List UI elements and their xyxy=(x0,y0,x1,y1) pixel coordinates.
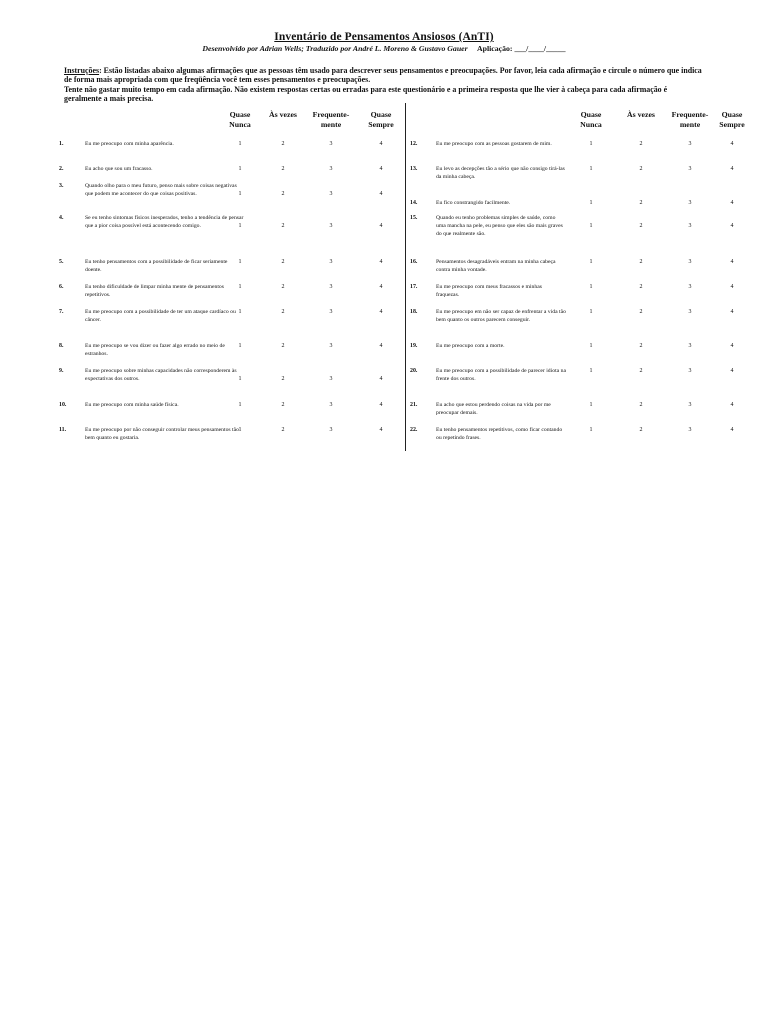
rating-option-4[interactable]: 4 xyxy=(379,223,383,229)
item-statement: Eu tenho pensamentos com a possibilidade de ficar seriamente doente. xyxy=(85,259,228,274)
rating-option-1[interactable]: 1 xyxy=(238,343,242,349)
item-statement: Eu me preocupo se vou dizer ou fazer algo errado no meio de estranhos. xyxy=(85,343,225,358)
rating-option-1[interactable]: 1 xyxy=(589,427,593,433)
item-statement: Eu me preocupo com a possibilidade de ter um ataque cardíaco ou câncer. xyxy=(85,309,236,324)
rating-option-4[interactable]: 4 xyxy=(379,427,383,433)
scale-header-right-4: Quase Sempre xyxy=(719,110,745,129)
rating-option-1[interactable]: 1 xyxy=(238,191,242,197)
instructions-text-1: : Estão listadas abaixo algumas afirmações que as pessoas têm usado para descrever seus pensamentos e preocupações. Por favor, leia cada afirmação e circule o número que indica de forma mais apropriada com que freqüência você tem esses pensamentos e preocupações. xyxy=(64,66,702,85)
rating-option-2[interactable]: 2 xyxy=(281,343,285,349)
rating-option-2[interactable]: 2 xyxy=(281,284,285,290)
rating-option-3[interactable]: 3 xyxy=(329,141,333,147)
scale-header-left-4: Quase Sempre xyxy=(368,110,394,129)
application-date-field[interactable]: Aplicação: ___/____/_____ xyxy=(477,44,566,53)
rating-option-3[interactable]: 3 xyxy=(329,343,333,349)
rating-option-2[interactable]: 2 xyxy=(281,427,285,433)
scale-header-left-3: Frequente-mente xyxy=(312,110,350,129)
item-number: 15. xyxy=(410,215,418,221)
rating-option-3[interactable]: 3 xyxy=(688,141,692,147)
item-statement: Eu me preocupo com minha saúde física. xyxy=(85,402,179,408)
item-statement: Eu acho que sou um fracasso. xyxy=(85,166,153,172)
item-statement: Eu fico constrangido facilmente. xyxy=(436,200,511,206)
rating-option-2[interactable]: 2 xyxy=(639,223,643,229)
item-number: 2. xyxy=(59,166,64,172)
rating-option-1[interactable]: 1 xyxy=(238,284,242,290)
rating-option-1[interactable]: 1 xyxy=(589,223,593,229)
rating-option-3[interactable]: 3 xyxy=(688,284,692,290)
rating-option-1[interactable]: 1 xyxy=(238,402,242,408)
rating-option-4[interactable]: 4 xyxy=(730,343,734,349)
item-number: 17. xyxy=(410,284,418,290)
rating-option-4[interactable]: 4 xyxy=(730,368,734,374)
rating-option-2[interactable]: 2 xyxy=(639,200,643,206)
item-statement: Eu me preocupo com as pessoas gostarem de mim. xyxy=(436,141,552,147)
item-number: 3. xyxy=(59,183,64,189)
rating-option-2[interactable]: 2 xyxy=(281,376,285,382)
rating-option-4[interactable]: 4 xyxy=(379,166,383,172)
rating-option-2[interactable]: 2 xyxy=(639,343,643,349)
rating-option-4[interactable]: 4 xyxy=(379,284,383,290)
instructions-text-2: Tente não gastar muito tempo em cada afirmação. Não existem respostas certas ou erradas para este questionário e a primeira resposta que lhe vier à cabeça para cada afirmação é geralmente a mais precisa. xyxy=(64,84,668,104)
rating-option-2[interactable]: 2 xyxy=(639,402,643,408)
rating-option-2[interactable]: 2 xyxy=(639,309,643,315)
rating-option-3[interactable]: 3 xyxy=(688,200,692,206)
item-number: 1. xyxy=(59,141,64,147)
scale-header-right-3: Frequente-mente xyxy=(671,110,709,129)
rating-option-4[interactable]: 4 xyxy=(730,141,734,147)
rating-option-3[interactable]: 3 xyxy=(688,368,692,374)
rating-option-1[interactable]: 1 xyxy=(589,200,593,206)
rating-option-3[interactable]: 3 xyxy=(688,309,692,315)
rating-option-4[interactable]: 4 xyxy=(379,376,383,382)
rating-option-2[interactable]: 2 xyxy=(639,259,643,265)
rating-option-4[interactable]: 4 xyxy=(730,284,734,290)
document-subtitle xyxy=(0,44,768,53)
rating-option-4[interactable]: 4 xyxy=(730,427,734,433)
rating-option-2[interactable]: 2 xyxy=(639,141,643,147)
rating-option-4[interactable]: 4 xyxy=(730,402,734,408)
rating-option-1[interactable]: 1 xyxy=(589,343,593,349)
rating-option-1[interactable]: 1 xyxy=(589,309,593,315)
credits: Desenvolvido por Adrian Wells; Traduzido por André L. Moreno & Gustavo Gauer xyxy=(202,44,468,53)
rating-option-1[interactable]: 1 xyxy=(238,309,242,315)
item-statement: Quando olho para o meu futuro, penso mais sobre coisas negativas que podem me acontecer do que coisas positivas. xyxy=(85,183,237,198)
item-number: 7. xyxy=(59,309,64,315)
item-number: 11. xyxy=(59,427,67,433)
rating-option-1[interactable]: 1 xyxy=(238,376,242,382)
rating-option-4[interactable]: 4 xyxy=(730,166,734,172)
rating-option-2[interactable]: 2 xyxy=(281,191,285,197)
rating-option-4[interactable]: 4 xyxy=(379,309,383,315)
rating-option-1[interactable]: 1 xyxy=(589,166,593,172)
item-statement: Eu me preocupo com a morte. xyxy=(436,343,505,349)
rating-option-2[interactable]: 2 xyxy=(281,141,285,147)
scale-header-right-1: Quase Nunca xyxy=(580,110,602,129)
instructions-label: Instruções xyxy=(64,66,100,75)
item-number: 14. xyxy=(410,200,418,206)
rating-option-3[interactable]: 3 xyxy=(329,223,333,229)
item-number: 18. xyxy=(410,309,418,315)
item-number: 10. xyxy=(59,402,67,408)
rating-option-3[interactable]: 3 xyxy=(329,191,333,197)
item-number: 22. xyxy=(410,427,418,433)
item-statement: Se eu tenho sintomas físicos inesperados, tenho a tendência de pensar que a pior coisa possível está acontecendo comigo. xyxy=(85,215,244,230)
rating-option-3[interactable]: 3 xyxy=(688,402,692,408)
item-statement: Eu levo as decepções tão a sério que não consigo tirá-las da minha cabeça. xyxy=(436,166,565,181)
rating-option-3[interactable]: 3 xyxy=(329,427,333,433)
rating-option-1[interactable]: 1 xyxy=(238,166,242,172)
rating-option-1[interactable]: 1 xyxy=(589,368,593,374)
rating-option-2[interactable]: 2 xyxy=(281,309,285,315)
scale-header-right-2: Às vezes xyxy=(627,110,655,119)
item-statement: Eu me preocupo em não ser capaz de enfrentar a vida tão bem quanto os outros parecem conseguir. xyxy=(436,309,566,324)
rating-option-4[interactable]: 4 xyxy=(730,223,734,229)
item-number: 9. xyxy=(59,368,64,374)
item-statement: Eu me preocupo com meus fracassos e minhas fraquezas. xyxy=(436,284,542,299)
item-number: 6. xyxy=(59,284,64,290)
item-number: 8. xyxy=(59,343,64,349)
item-statement: Eu tenho dificuldade de limpar minha mente de pensamentos repetitivos. xyxy=(85,284,224,299)
document-title: Inventário de Pensamentos Ansiosos (AnTI) xyxy=(274,31,494,43)
rating-option-2[interactable]: 2 xyxy=(281,166,285,172)
rating-option-1[interactable]: 1 xyxy=(238,259,242,265)
scale-header-left-1: Quase Nunca xyxy=(229,110,251,129)
item-number: 12. xyxy=(410,141,418,147)
rating-option-3[interactable]: 3 xyxy=(688,166,692,172)
rating-option-3[interactable]: 3 xyxy=(688,259,692,265)
instructions xyxy=(64,66,704,104)
rating-option-2[interactable]: 2 xyxy=(639,166,643,172)
rating-option-4[interactable]: 4 xyxy=(379,141,383,147)
rating-option-4[interactable]: 4 xyxy=(379,191,383,197)
rating-option-4[interactable]: 4 xyxy=(379,343,383,349)
rating-option-1[interactable]: 1 xyxy=(589,141,593,147)
rating-option-4[interactable]: 4 xyxy=(730,200,734,206)
rating-option-4[interactable]: 4 xyxy=(730,309,734,315)
item-statement: Eu me preocupo com minha aparência. xyxy=(85,141,174,147)
rating-option-1[interactable]: 1 xyxy=(589,402,593,408)
rating-option-1[interactable]: 1 xyxy=(589,284,593,290)
rating-option-3[interactable]: 3 xyxy=(329,309,333,315)
rating-option-3[interactable]: 3 xyxy=(329,376,333,382)
item-number: 5. xyxy=(59,259,64,265)
rating-option-3[interactable]: 3 xyxy=(688,223,692,229)
item-statement: Eu acho que estou perdendo coisas na vida por me preocupar demais. xyxy=(436,402,551,417)
rating-option-4[interactable]: 4 xyxy=(379,402,383,408)
item-statement: Eu me preocupo por não conseguir controlar meus pensamentos tão bem quanto eu gostaria. xyxy=(85,427,239,442)
item-number: 19. xyxy=(410,343,418,349)
item-statement: Pensamentos desagradáveis entram na minha cabeça contra minha vontade. xyxy=(436,259,556,274)
column-divider xyxy=(405,103,406,451)
item-statement: Eu tenho pensamentos repetitivos, como ficar contando ou repetindo frases. xyxy=(436,427,563,442)
rating-option-3[interactable]: 3 xyxy=(329,284,333,290)
rating-option-1[interactable]: 1 xyxy=(238,141,242,147)
item-statement: Eu me preocupo sobre minhas capacidades não corresponderem às expectativas dos outros. xyxy=(85,368,237,383)
rating-option-1[interactable]: 1 xyxy=(238,427,242,433)
rating-option-3[interactable]: 3 xyxy=(329,166,333,172)
rating-option-2[interactable]: 2 xyxy=(639,284,643,290)
item-number: 20. xyxy=(410,368,418,374)
rating-option-3[interactable]: 3 xyxy=(329,402,333,408)
rating-option-2[interactable]: 2 xyxy=(281,223,285,229)
rating-option-4[interactable]: 4 xyxy=(379,259,383,265)
item-statement: Eu me preocupo com a possibilidade de parecer idiota na frente dos outros. xyxy=(436,368,566,383)
rating-option-3[interactable]: 3 xyxy=(688,343,692,349)
rating-option-3[interactable]: 3 xyxy=(688,427,692,433)
rating-option-2[interactable]: 2 xyxy=(281,402,285,408)
rating-option-2[interactable]: 2 xyxy=(639,427,643,433)
rating-option-3[interactable]: 3 xyxy=(329,259,333,265)
scale-header-left-2: Às vezes xyxy=(269,110,297,119)
item-number: 16. xyxy=(410,259,418,265)
item-number: 21. xyxy=(410,402,418,408)
item-number: 4. xyxy=(59,215,64,221)
rating-option-2[interactable]: 2 xyxy=(281,259,285,265)
item-number: 13. xyxy=(410,166,418,172)
rating-option-4[interactable]: 4 xyxy=(730,259,734,265)
item-statement: Quando eu tenho problemas simples de saúde, como uma mancha na pele, eu penso que eles são mais graves do que realmente são. xyxy=(436,215,563,238)
rating-option-1[interactable]: 1 xyxy=(238,223,242,229)
rating-option-2[interactable]: 2 xyxy=(639,368,643,374)
rating-option-1[interactable]: 1 xyxy=(589,259,593,265)
